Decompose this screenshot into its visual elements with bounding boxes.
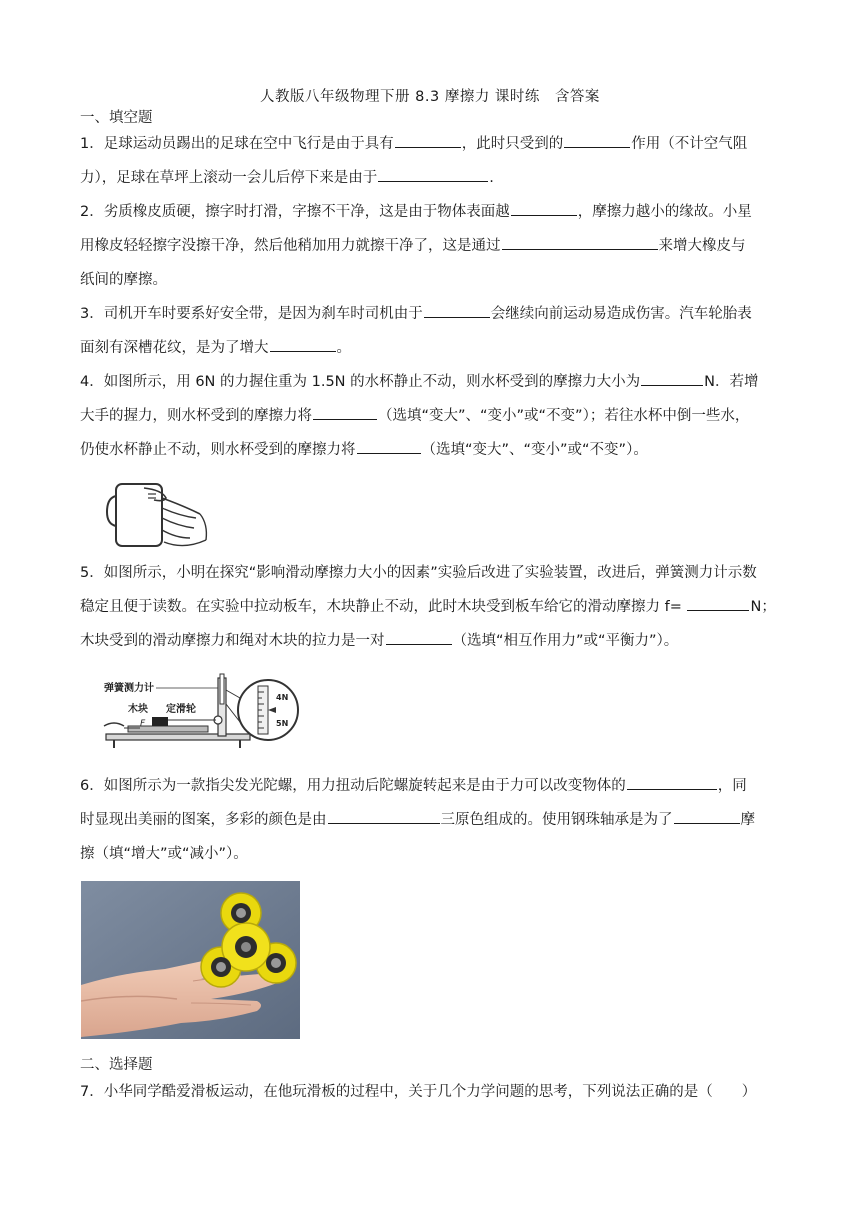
figure-fidget-spinner-photo [81,881,300,1039]
label-4n: 4N [276,693,289,702]
question-7 [80,1075,782,1109]
answer-blank [424,303,490,318]
answer-blank [313,405,377,420]
document-title: 人教版八年级物理下册 8.3 摩擦力 课时练 含答案 [260,89,600,105]
question-2-line-3: 纸间的摩擦。 [80,272,167,288]
answer-blank [395,133,461,148]
answer-blank [511,201,577,216]
answer-blank [357,439,421,454]
question-2-line-1: 2．劣质橡皮质硬，擦字时打滑，字擦不干净，这是由于物体表面越 ，摩擦力越小的缘故。小星 [80,195,782,229]
question-2 [80,195,782,297]
question-5 [80,556,782,658]
question-4-line-2: 大手的握力，则水杯受到的摩擦力将 （选填“变大”、“变小”或“不变”）；若往水杯中倒一些水， [80,399,782,433]
question-7-line-1: 7．小华同学酷爱滑板运动，在他玩滑板的过程中，关于几个力学问题的思考，下列说法正确的是（ ） [80,1084,757,1100]
question-2-line-2: 用橡皮轻轻擦字没擦干净，然后他稍加用力就擦干净了，这是通过 来增大橡皮与 [80,229,782,263]
question-5-line-2: 稳定且便于读数。在实验中拉动板车，木块静止不动，此时木块受到板车给它的滑动摩擦力 f= N； [80,590,782,624]
question-1-line-1: 1．足球运动员踢出的足球在空中飞行是由于具有 ，此时只受到的 作用（不计空气阻 [80,127,782,161]
question-3-line-2: 面刻有深槽花纹，是为了增大 。 [80,331,782,365]
question-5-line-3: 木块受到的滑动摩擦力和绳对木块的拉力是一对 （选填“相互作用力”或“平衡力”）。 [80,624,782,658]
question-1 [80,127,782,195]
question-4 [80,365,782,467]
answer-blank [674,809,740,824]
apparatus-illustration [100,670,306,754]
answer-blank [687,596,749,611]
label-5n: 5N [276,719,289,728]
question-3-line-1: 3．司机开车时要系好安全带，是因为刹车时司机由于 会继续向前运动易造成伤害。汽车轮胎表 [80,297,782,331]
answer-blank [641,371,703,386]
label-pulley: 定滑轮 [166,704,196,715]
figure-spring-scale-apparatus [100,670,306,754]
label-spring-scale: 弹簧测力计 [104,683,154,694]
label-force-f: F [140,719,146,729]
answer-blank [386,630,452,645]
label-block: 木块 [128,704,148,715]
section-heading-multiple-choice: 二、选择题 [80,1057,153,1073]
figure-hand-holding-cup [104,478,214,556]
question-6-line-3: 擦（填“增大”或“减小”）。 [80,846,248,862]
answer-blank [378,167,488,182]
question-6-line-2: 时显现出美丽的图案，多彩的颜色是由 三原色组成的。使用钢珠轴承是为了 摩 [80,803,782,837]
question-6-line-1: 6．如图所示为一款指尖发光陀螺，用力扭动后陀螺旋转起来是由于力可以改变物体的 ，同 [80,769,782,803]
question-1-line-2: 力），足球在草坪上滚动一会儿后停下来是由于 . [80,161,782,195]
answer-blank [502,235,658,250]
hand-cup-illustration [104,478,214,556]
answer-blank [270,337,336,352]
question-3 [80,297,782,365]
question-4-line-1: 4．如图所示，用 6N 的力握住重为 1.5N 的水杯静止不动，则水杯受到的摩擦力大小为 N．若增 [80,365,782,399]
question-4-line-3: 仍使水杯静止不动，则水杯受到的摩擦力将 （选填“变大”、“变小”或“不变”）。 [80,433,782,467]
fidget-spinner-photo [81,881,300,1039]
section-heading-fill-in: 一、填空题 [80,110,153,126]
answer-blank [564,133,630,148]
question-5-line-1: 5．如图所示，小明在探究“影响滑动摩擦力大小的因素”实验后改进了实验装置，改进后，弹簧测力计示数 [80,565,757,581]
answer-blank [328,809,440,824]
answer-blank [627,775,717,790]
question-6 [80,769,782,871]
